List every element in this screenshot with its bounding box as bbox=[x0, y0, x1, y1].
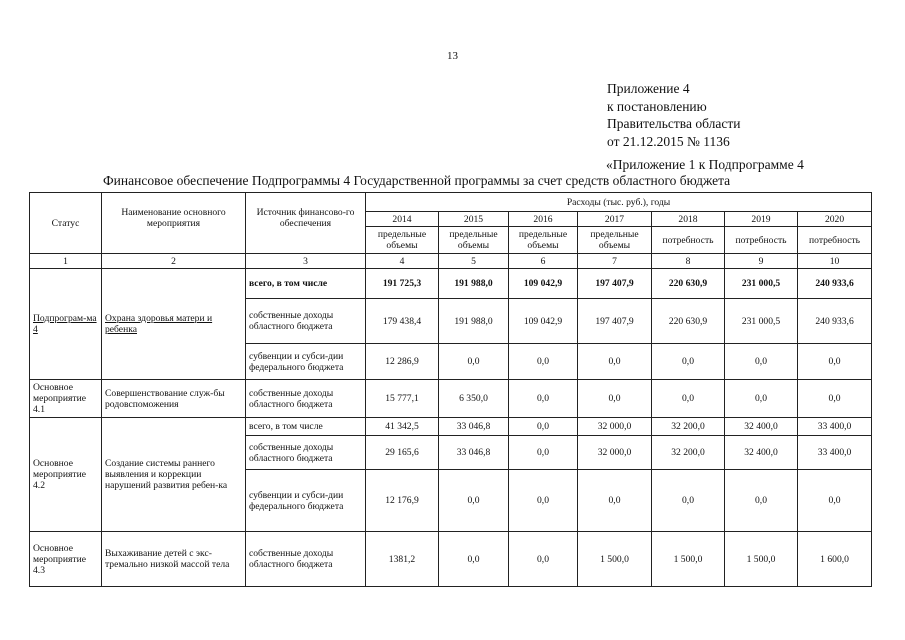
kind-cell: предельные объемы bbox=[509, 227, 578, 254]
value-cell: 32 000,0 bbox=[578, 418, 652, 436]
appendix-block bbox=[607, 80, 740, 150]
value-cell: 109 042,9 bbox=[509, 269, 578, 299]
value-cell: 240 933,6 bbox=[798, 299, 872, 344]
appendix-line: к постановлению bbox=[607, 98, 707, 114]
year-cell: 2020 bbox=[798, 212, 872, 227]
value-cell: 191 988,0 bbox=[439, 269, 509, 299]
table-row bbox=[30, 380, 872, 418]
value-cell: 0,0 bbox=[509, 344, 578, 380]
column-number: 5 bbox=[439, 254, 509, 269]
table-row bbox=[30, 418, 872, 436]
value-cell: 32 400,0 bbox=[725, 418, 798, 436]
value-cell: 0,0 bbox=[509, 436, 578, 470]
value-cell: 0,0 bbox=[798, 470, 872, 532]
value-cell: 0,0 bbox=[725, 470, 798, 532]
value-cell: 0,0 bbox=[652, 470, 725, 532]
column-number: 10 bbox=[798, 254, 872, 269]
status-cell: Основное мероприятие 4.2 bbox=[30, 418, 102, 532]
value-cell: 0,0 bbox=[439, 532, 509, 587]
source-cell: собственные доходы областного бюджета bbox=[246, 532, 366, 587]
column-number: 2 bbox=[102, 254, 246, 269]
column-number: 8 bbox=[652, 254, 725, 269]
column-number: 6 bbox=[509, 254, 578, 269]
value-cell: 33 400,0 bbox=[798, 436, 872, 470]
column-number: 4 bbox=[366, 254, 439, 269]
header-row bbox=[30, 193, 872, 212]
value-cell: 0,0 bbox=[652, 344, 725, 380]
value-cell: 1381,2 bbox=[366, 532, 439, 587]
header-source: Источник финансово-го обеспечения bbox=[246, 193, 366, 254]
measure-name-cell: Выхаживание детей с экс-тремально низкой массой тела bbox=[102, 532, 246, 587]
header-expenses: Расходы (тыс. руб.), годы bbox=[366, 193, 872, 212]
status-cell: Основное мероприятие 4.1 bbox=[30, 380, 102, 418]
header-name: Наименование основного мероприятия bbox=[102, 193, 246, 254]
table-row bbox=[30, 532, 872, 587]
value-cell: 0,0 bbox=[439, 470, 509, 532]
measure-name-cell: Охрана здоровья матери и ребенка bbox=[102, 269, 246, 380]
appendix-line: Приложение 4 bbox=[607, 81, 690, 96]
source-cell: всего, в том числе bbox=[246, 418, 366, 436]
table-row bbox=[30, 269, 872, 299]
value-cell: 0,0 bbox=[725, 380, 798, 418]
source-cell: всего, в том числе bbox=[246, 269, 366, 299]
value-cell: 197 407,9 bbox=[578, 269, 652, 299]
value-cell: 231 000,5 bbox=[725, 299, 798, 344]
value-cell: 33 400,0 bbox=[798, 418, 872, 436]
value-cell: 29 165,6 bbox=[366, 436, 439, 470]
value-cell: 32 200,0 bbox=[652, 418, 725, 436]
value-cell: 0,0 bbox=[509, 418, 578, 436]
kind-cell: предельные объемы bbox=[366, 227, 439, 254]
value-cell: 0,0 bbox=[725, 344, 798, 380]
column-number: 9 bbox=[725, 254, 798, 269]
year-cell: 2016 bbox=[509, 212, 578, 227]
year-cell: 2017 bbox=[578, 212, 652, 227]
value-cell: 0,0 bbox=[439, 344, 509, 380]
value-cell: 12 286,9 bbox=[366, 344, 439, 380]
value-cell: 0,0 bbox=[509, 470, 578, 532]
source-cell: собственные доходы областного бюджета bbox=[246, 299, 366, 344]
measure-name-cell: Совершенствование служ-бы родовспоможения bbox=[102, 380, 246, 418]
column-number: 1 bbox=[30, 254, 102, 269]
value-cell: 179 438,4 bbox=[366, 299, 439, 344]
value-cell: 12 176,9 bbox=[366, 470, 439, 532]
appendix-line: Правительства области bbox=[607, 116, 741, 131]
value-cell: 197 407,9 bbox=[578, 299, 652, 344]
value-cell: 0,0 bbox=[509, 532, 578, 587]
value-cell: 6 350,0 bbox=[439, 380, 509, 418]
value-cell: 15 777,1 bbox=[366, 380, 439, 418]
source-cell: собственные доходы областного бюджета bbox=[246, 380, 366, 418]
year-cell: 2019 bbox=[725, 212, 798, 227]
kind-cell: потребность bbox=[798, 227, 872, 254]
value-cell: 32 200,0 bbox=[652, 436, 725, 470]
year-cell: 2018 bbox=[652, 212, 725, 227]
subprogram-appendix-label: «Приложение 1 к Подпрограмме 4 bbox=[606, 157, 804, 172]
year-cell: 2015 bbox=[439, 212, 509, 227]
source-cell: субвенции и субси-дии федерального бюджета bbox=[246, 344, 366, 380]
value-cell: 1 500,0 bbox=[652, 532, 725, 587]
page-number: 13 bbox=[447, 50, 458, 62]
value-cell: 220 630,9 bbox=[652, 269, 725, 299]
value-cell: 0,0 bbox=[652, 380, 725, 418]
kind-cell: потребность bbox=[725, 227, 798, 254]
document-title: Финансовое обеспечение Подпрограммы 4 Государственной программы за счет средств областного бюджета bbox=[103, 173, 731, 188]
value-cell: 0,0 bbox=[578, 380, 652, 418]
kind-cell: потребность bbox=[652, 227, 725, 254]
value-cell: 0,0 bbox=[578, 470, 652, 532]
financing-table bbox=[29, 192, 872, 587]
value-cell: 220 630,9 bbox=[652, 299, 725, 344]
value-cell: 33 046,8 bbox=[439, 418, 509, 436]
year-cell: 2014 bbox=[366, 212, 439, 227]
column-numbers-row bbox=[30, 254, 872, 269]
value-cell: 1 500,0 bbox=[725, 532, 798, 587]
status-cell: Основное мероприятие 4.3 bbox=[30, 532, 102, 587]
column-number: 7 bbox=[578, 254, 652, 269]
value-cell: 33 046,8 bbox=[439, 436, 509, 470]
value-cell: 0,0 bbox=[509, 380, 578, 418]
value-cell: 32 000,0 bbox=[578, 436, 652, 470]
value-cell: 0,0 bbox=[798, 344, 872, 380]
appendix-line: от 21.12.2015 № 1136 bbox=[607, 133, 730, 149]
value-cell: 41 342,5 bbox=[366, 418, 439, 436]
kind-cell: предельные объемы bbox=[578, 227, 652, 254]
status-cell: Подпрограм-ма 4 bbox=[30, 269, 102, 380]
value-cell: 1 500,0 bbox=[578, 532, 652, 587]
source-cell: субвенции и субси-дии федерального бюджета bbox=[246, 470, 366, 532]
value-cell: 0,0 bbox=[798, 380, 872, 418]
source-cell: собственные доходы областного бюджета bbox=[246, 436, 366, 470]
value-cell: 240 933,6 bbox=[798, 269, 872, 299]
column-number: 3 bbox=[246, 254, 366, 269]
value-cell: 191 988,0 bbox=[439, 299, 509, 344]
kind-cell: предельные объемы bbox=[439, 227, 509, 254]
value-cell: 1 600,0 bbox=[798, 532, 872, 587]
header-status: Статус bbox=[30, 193, 102, 254]
value-cell: 191 725,3 bbox=[366, 269, 439, 299]
value-cell: 231 000,5 bbox=[725, 269, 798, 299]
value-cell: 109 042,9 bbox=[509, 299, 578, 344]
value-cell: 32 400,0 bbox=[725, 436, 798, 470]
measure-name-cell: Создание системы раннего выявления и коррекции нарушений развития ребен-ка bbox=[102, 418, 246, 532]
value-cell: 0,0 bbox=[578, 344, 652, 380]
